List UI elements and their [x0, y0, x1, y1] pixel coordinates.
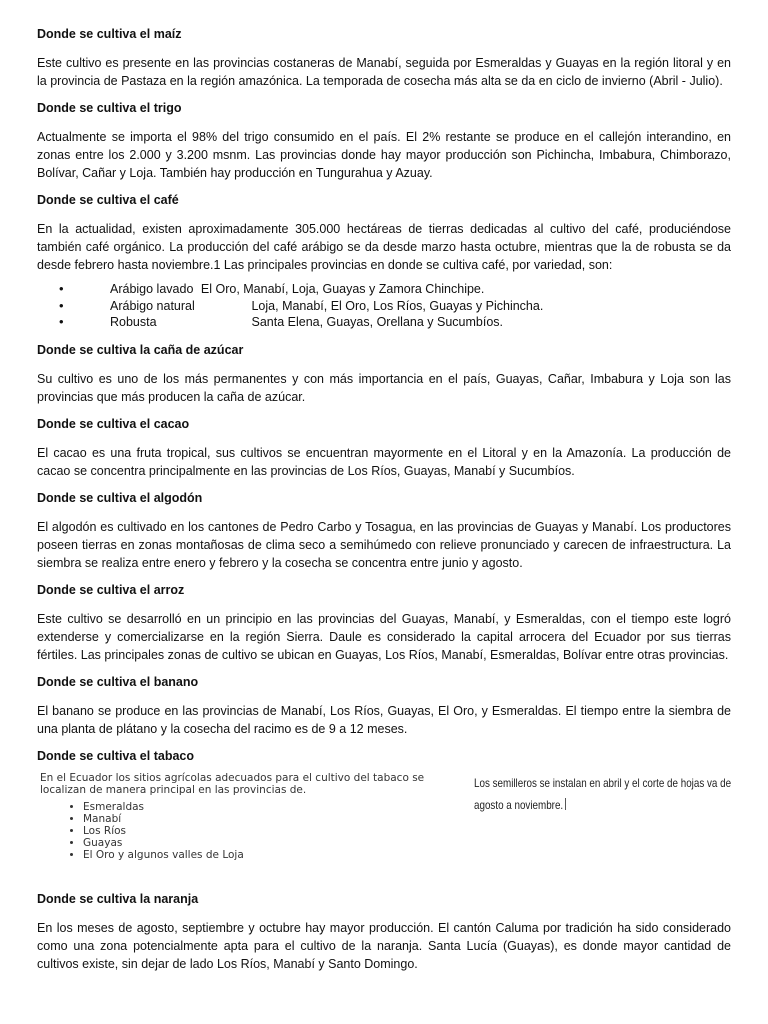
tabaco-intro: En el Ecuador los sitios agrícolas adecuados para el cultivo del tabaco se localizan de manera principal en las provincias de.	[40, 771, 425, 796]
paragraph-algodon: El algodón es cultivado en los cantones de Pedro Carbo y Tosagua, en las provincias de Guayas y Manabí. Los productores poseen tierras en zonas montañosas de clima seco a semihúmedo con relieve pronunciado y carecen de infraestructura. La siembra se realiza entre enero y febrero y la cosecha se concentra entre junio y agosto.	[37, 519, 731, 570]
variety-provinces: Santa Elena, Guayas, Orellana y Sucumbíos.	[251, 315, 504, 329]
list-item	[37, 281, 731, 298]
paragraph-arroz: Este cultivo se desarrolló en un principio en las provincias del Guayas, Manabí, y Esmeraldas, con el tiempo este logró extenderse y comercializarse en la región Sierra. Daule es considerado la capital arrocera del Ecuador por sus tierras fértiles. Las principales zonas de cultivo se ubican en Guayas, Los Ríos, Manabí, Esmeraldas, Bolívar entre otras provincias.	[37, 611, 731, 662]
heading-maiz: Donde se cultiva el maíz	[37, 27, 182, 41]
list-item: • El Oro y algunos valles de Loja	[83, 849, 467, 861]
paragraph-cacao: El cacao es una fruta tropical, sus cultivos se encuentran mayormente en el Litoral y en la Amazonía. La producción de cacao se concentra principalmente en las provincias de Los Ríos, Guayas, Manabí y Sucumbíos.	[37, 445, 731, 478]
text-cursor	[565, 798, 566, 810]
tabaco-province-list	[37, 801, 467, 861]
list-item	[37, 314, 731, 331]
paragraph-banano: El banano se produce en las provincias de Manabí, Los Ríos, Guayas, El Oro, y Esmeraldas. El tiempo entre la siembra de una planta de plátano y la cosecha del racimo es de 9 a 12 meses.	[37, 703, 731, 736]
heading-arroz: Donde se cultiva el arroz	[37, 582, 185, 597]
document-page	[37, 27, 731, 984]
variety-provinces: Loja, Manabí, El Oro, Los Ríos, Guayas y Pichincha.	[251, 298, 544, 313]
list-item	[37, 298, 731, 315]
list-item: • Esmeraldas	[83, 801, 467, 813]
list-item: • Manabí	[83, 813, 467, 825]
paragraph-cana: Su cultivo es uno de los más permanentes y con más importancia en el país, Guayas, Cañar, Imbabura y Loja son las provincias que más producen la caña de azúcar.	[37, 371, 731, 404]
tabaco-block	[37, 772, 731, 884]
heading-tabaco: Donde se cultiva el tabaco	[37, 748, 194, 763]
coffee-variety-list	[37, 281, 731, 331]
paragraph-naranja: En los meses de agosto, septiembre y octubre hay mayor producción. El cantón Caluma por tradición ha sido considerado como una zona potencialmente apta para el cultivo de la naranja. Santa Lucía (Guayas), es donde mayor cantidad de cultivos existe, sin dejar de lado Los Ríos, Manabí y Santo Domingo.	[37, 920, 731, 971]
tabaco-note: Los semilleros se instalan en abril y el corte de hojas va de agosto a noviembre.	[474, 775, 732, 812]
paragraph-trigo: Actualmente se importa el 98% del trigo consumido en el país. El 2% restante se produce en el callejón interandino, en zonas entre los 2.000 y 3.200 msnm. Las provincias donde hay mayor producción son Pichincha, Imbabura, Chimborazo, Bolívar, Cañar y Loja. También hay producción en Tungurahua y Azuay.	[37, 130, 731, 180]
variety-name: Arábigo lavado	[110, 282, 194, 296]
list-item: • Guayas	[83, 837, 467, 849]
heading-algodon: Donde se cultiva el algodón	[37, 490, 203, 505]
heading-banano: Donde se cultiva el banano	[37, 674, 199, 689]
paragraph-maiz: Este cultivo es presente en las provincias costaneras de Manabí, seguida por Esmeraldas y Guayas en la región litoral y en la provincia de Pastaza en la región amazónica. La temporada de cosecha más alta se da en ciclo de invierno (Abril - Julio).	[37, 56, 731, 88]
paragraph-cafe: En la actualidad, existen aproximadamente 305.000 hectáreas de tierras dedicadas al cultivo del café, produciéndose también café orgánico. La producción del café arábigo se da desde marzo hasta octubre, mientras que la de robusta se da desde febrero hasta noviembre.1 Las principales provincias en donde se cultiva café, por variedad, son:	[37, 222, 731, 272]
heading-cafe: Donde se cultiva el café	[37, 193, 179, 207]
tabaco-pasted-excerpt	[37, 772, 467, 861]
variety-name: Arábigo natural	[110, 298, 195, 313]
heading-cana: Donde se cultiva la caña de azúcar	[37, 342, 244, 357]
variety-provinces: El Oro, Manabí, Loja, Guayas y Zamora Chinchipe.	[200, 282, 485, 296]
heading-trigo: Donde se cultiva el trigo	[37, 101, 182, 115]
variety-name: Robusta	[110, 315, 157, 329]
tabaco-note-textbox	[474, 772, 745, 816]
heading-cacao: Donde se cultiva el cacao	[37, 416, 190, 431]
list-item: • Los Ríos	[83, 825, 467, 837]
heading-naranja: Donde se cultiva la naranja	[37, 891, 199, 906]
